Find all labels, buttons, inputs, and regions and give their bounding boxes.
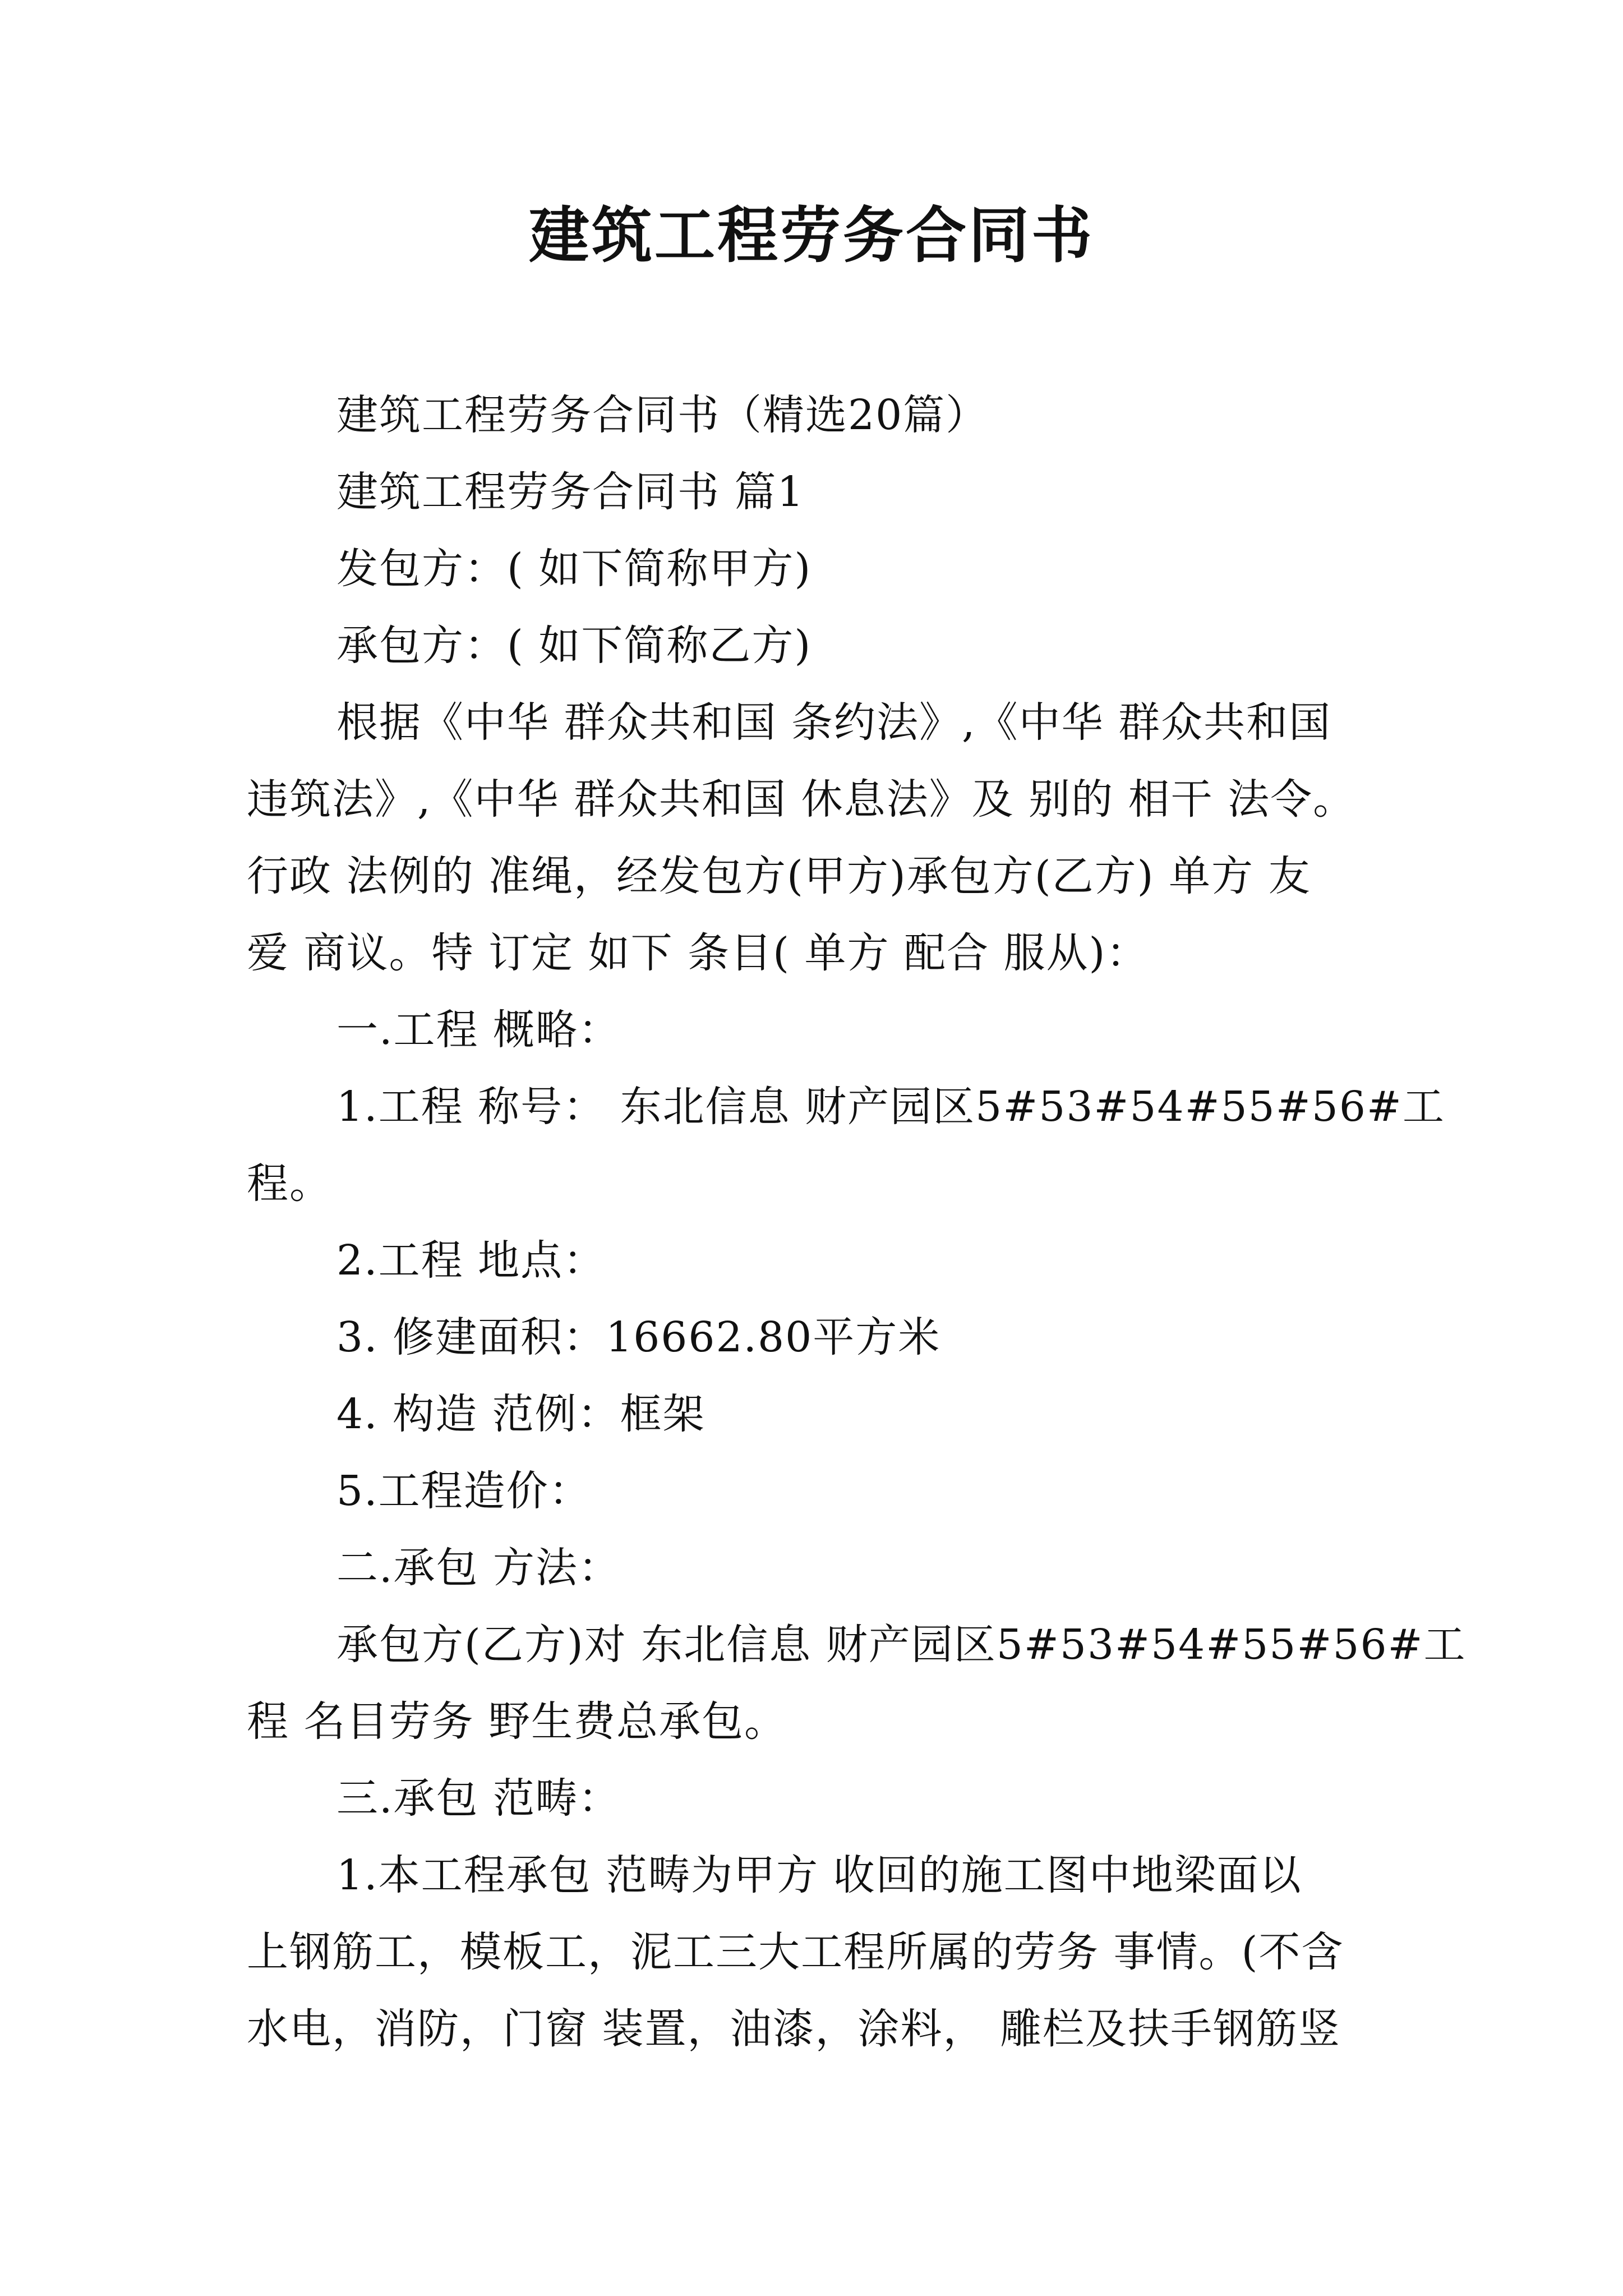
text-line: 建筑工程劳务合同书 篇1 (336, 468, 805, 516)
text-line: 3. 修建面积：16662.80平方米 (336, 1313, 941, 1361)
text-line: 承包方(乙方)对 东北信息 财产园区5#53#54#55#56#工 (336, 1621, 1467, 1669)
text-line: 二.承包 方法： (336, 1544, 621, 1592)
text-line: 爱 商议。特 订定 如下 条目( 单方 配合 服从)： (247, 929, 1149, 977)
text-line: 承包方：( 如下简称乙方) (336, 622, 812, 670)
text-line: 5.工程造价： (336, 1467, 592, 1515)
text-line: 程 名目劳务 野生费总承包。 (247, 1697, 787, 1746)
text-line: 违筑法》,《中华 群众共和国 休息法》及 别的 相干 法令。 (247, 775, 1356, 823)
text-line: 建筑工程劳务合同书（精选20篇） (336, 391, 989, 439)
text-line: 一.工程 概略： (336, 1006, 621, 1054)
text-line: 行政 法例的 准绳，经发包方(甲方)承包方(乙方) 单方 友 (247, 852, 1311, 900)
text-line: 根据《中华 群众共和国 条约法》,《中华 群众共和国 (336, 698, 1332, 747)
text-line: 水电，消防，门窗 装置，油漆，涂料， 雕栏及扶手钢筋竖 (247, 2005, 1341, 2053)
text-line: 上钢筋工，模板工，泥工三大工程所属的劳务 事情。(不含 (247, 1928, 1344, 1976)
text-line: 4. 构造 范例：框架 (336, 1390, 706, 1438)
text-line: 发包方：( 如下简称甲方) (336, 545, 812, 593)
text-line: 1.工程 称号： 东北信息 财产园区5#53#54#55#56#工 (336, 1083, 1445, 1131)
document-title: 建筑工程劳务合同书 (528, 200, 1094, 271)
text-line: 三.承包 范畴： (336, 1774, 621, 1823)
text-line: 2.工程 地点： (336, 1236, 606, 1285)
text-line: 1.本工程承包 范畴为甲方 收回的施工图中地梁面以 (336, 1851, 1302, 1899)
text-line: 程。 (247, 1159, 332, 1208)
